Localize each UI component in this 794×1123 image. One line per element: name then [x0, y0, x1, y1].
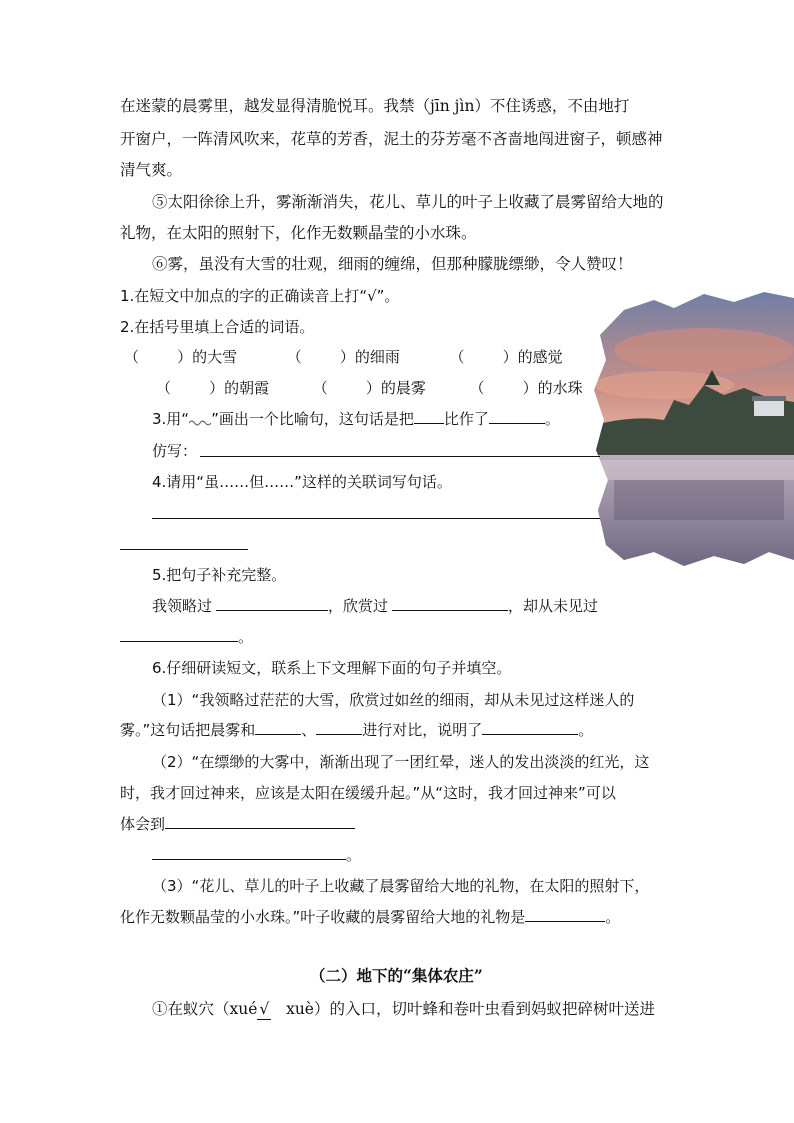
section-2-title: （二）地下的“集体农庄” — [310, 966, 483, 985]
q2-item-3: 的感觉 — [517, 348, 563, 366]
checkmark-icon: √ — [259, 1000, 270, 1018]
q2-item-5: 的晨雾 — [380, 379, 426, 397]
q3-imitate-line[interactable] — [200, 456, 600, 457]
q6-1-line-2: 雾。”这句话把晨雾和 、 进行对比，说明了 。 — [120, 721, 594, 739]
q6-1-blank-3[interactable] — [482, 720, 578, 735]
section-2-line-1: ①在蚁穴（xué √ xuè）的入口，切叶蜂和卷叶虫看到妈蚁把碎树叶送进 — [152, 1000, 655, 1018]
question-4: 4.请用“虽……但……”这样的关联词写句话。 — [152, 473, 452, 491]
q3-blank-object[interactable] — [489, 409, 545, 424]
question-6: 6.仔细研读短文，联系上下文理解下面的句子并填空。 — [152, 659, 512, 677]
q3-blank-subject[interactable] — [414, 409, 444, 424]
passage-line-3: 清气爽。 — [120, 161, 183, 179]
q2-item-4: 的朝霞 — [224, 379, 270, 397]
q6-3-line-1: （3）“花儿、草儿的叶子上收藏了晨雾留给大地的礼物，在太阳的照射下， — [152, 877, 650, 895]
passage-paragraph-5-line-1: ⑤太阳徐徐上升，雾渐渐消失，花儿、草儿的叶子上收藏了晨雾留给大地的 — [152, 193, 664, 211]
question-2: 2.在括号里填上合适的词语。 — [120, 318, 315, 336]
q6-2-line-1: （2）“在缥缈的大雾中，渐渐出现了一团红晕，迷人的发出淡淡的红光，这 — [152, 753, 650, 771]
q6-1-text-1: （1）“我领略过茫茫的大雪，欣赏过如丝的细雨，却从未见过这样迷人的 — [152, 691, 635, 709]
passage-line-2: 开窗户，一阵清风吹来，花草的芳香，泥土的芬芳毫不吝啬地闯进窗子，顿感神 — [120, 130, 663, 148]
q2-blank-5[interactable]: （ ） — [312, 379, 381, 397]
q6-2-line-4: 。 — [152, 845, 361, 865]
passage-paragraph-6: ⑥雾，虽没有大雪的壮观，细雨的缠绵，但那种朦胧缥缈，令人赞叹！ — [152, 255, 633, 273]
q5-blank-2[interactable] — [392, 596, 508, 611]
q2-item-1: 的大雪 — [192, 348, 238, 366]
q6-2-line-3: 体会到 — [120, 814, 355, 834]
q6-1-blank-2[interactable] — [316, 720, 362, 735]
q2-blank-3[interactable]: （ ） — [449, 348, 518, 366]
q6-3-line-2: 化作无数颗晶莹的小水珠。”叶子收藏的晨雾留给大地的礼物是 。 — [120, 908, 621, 926]
q6-3-blank[interactable] — [525, 907, 605, 922]
question-1: 1.在短文中加点的字的正确读音上打“√”。 — [120, 287, 400, 305]
question-5: 5.把句子补充完整。 — [152, 566, 287, 584]
passage-line-1: 在迷蒙的晨雾里，越发显得清脆悦耳。我禁（jīn jìn）不住诱惑，不由地打 — [120, 97, 630, 115]
q2-row-2 — [156, 378, 583, 398]
q4-answer-line-2[interactable] — [120, 549, 248, 550]
q2-row-1 — [124, 347, 563, 367]
question-3: 3.用“ ”画出一个比喻句，这句话是把 比作了 。 — [152, 410, 560, 428]
q6-1-blank-1[interactable] — [255, 720, 301, 735]
q2-blank-1[interactable]: （ ） — [124, 348, 193, 366]
q6-2-blank-1[interactable] — [165, 814, 355, 829]
q6-2-line-2: 时，我才回过神来，应该是太阳在缓缓升起。”从“这时，我才回过神来”可以 — [120, 784, 616, 802]
q2-blank-6[interactable]: （ ） — [469, 379, 538, 397]
q5-blank-1[interactable] — [216, 596, 328, 611]
q2-item-2: 的细雨 — [354, 348, 400, 366]
wavy-underline-icon — [189, 416, 211, 426]
passage-paragraph-5-line-2: 礼物，在太阳的照射下，化作无数颗晶莹的小水珠。 — [120, 224, 477, 242]
q5-blank-3[interactable] — [120, 627, 238, 642]
q5-sentence: 我领略过 ，欣赏过 ，却从未见过 — [152, 597, 599, 615]
q4-answer-line-1[interactable] — [152, 518, 600, 519]
q5-sentence-end: 。 — [120, 627, 253, 647]
q2-blank-4[interactable]: （ ） — [156, 379, 225, 397]
q2-blank-2[interactable]: （ ） — [286, 348, 355, 366]
q6-2-blank-2[interactable] — [152, 845, 346, 860]
lake-sunset-photo — [594, 290, 794, 568]
q3-imitate-label: 仿写： — [152, 442, 198, 460]
q2-item-6: 的水珠 — [537, 379, 583, 397]
